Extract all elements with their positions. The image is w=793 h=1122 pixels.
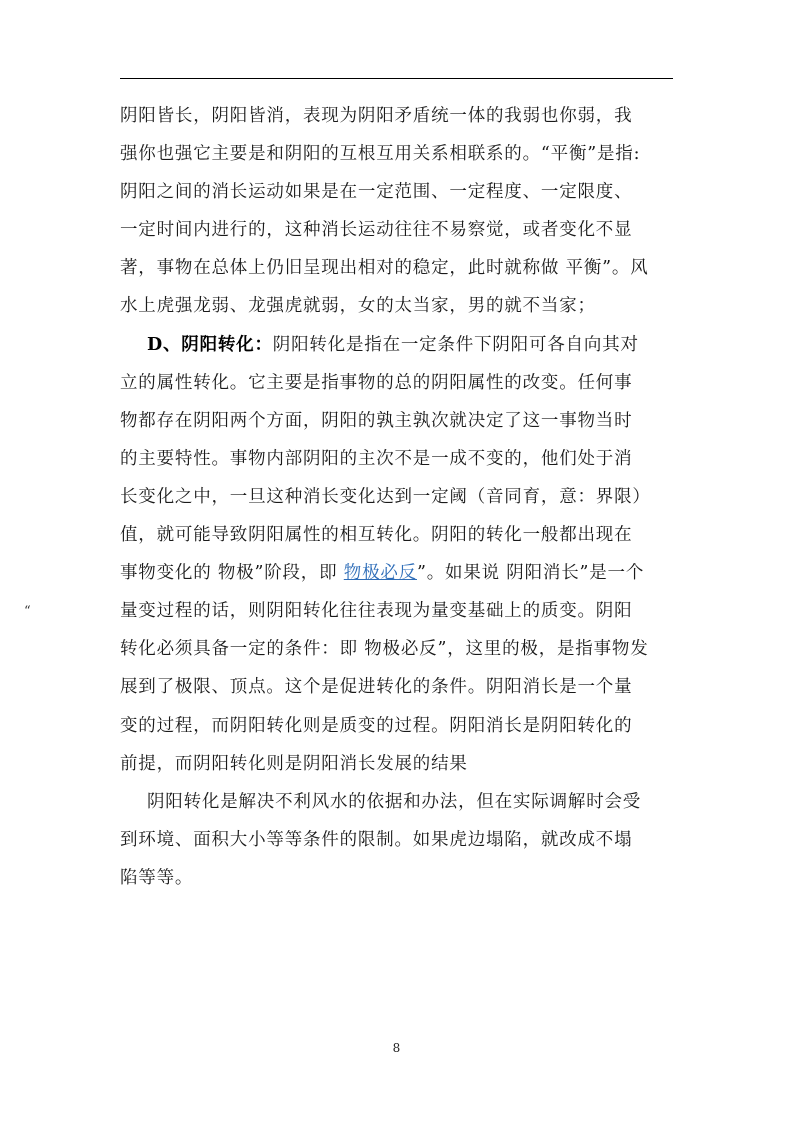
wuji-bifan-link[interactable]: 物极必反 [343, 563, 417, 584]
para2-line: 变的过程，而阴阳转化则是质变的过程。阴阳消长是阴阳转化的 [120, 715, 633, 736]
para3-line: 到环境、面积大小等等条件的限制。如果虎边塌陷，就改成不塌 [120, 829, 633, 850]
para2-line: 立的属性转化。它主要是指事物的总的阴阳属性的改变。任何事 [120, 372, 633, 393]
header-rule [120, 78, 673, 79]
para2-line: 量变过程的话，则阴阳转化往往表现为量变基础上的质变。阴阳 [120, 601, 633, 622]
para2-line: 物都存在阴阳两个方面，阴阳的孰主孰次就决定了这一事物当时 [120, 410, 633, 431]
link-line-after: ”。如果说 阴阳消长”是一个 [416, 563, 645, 584]
para3-line: 阴阳转化是解决不利风水的依据和办法，但在实际调解时会受 [147, 791, 642, 812]
para2-line: 前提，而阴阳转化则是阴阳消长发展的结果 [120, 753, 468, 774]
para2-first-line [120, 326, 673, 364]
para2-line: 长变化之中，一旦这种消长变化达到一定阈（音同育，意：界限） [120, 486, 651, 507]
para1-line: 一定时间内进行的，这种消长运动往往不易察觉，或者变化不显 [120, 220, 633, 241]
para2-first-text: 阴阳转化是指在一定条件下阴阳可各自向其对 [272, 334, 639, 355]
page-number: 8 [392, 1041, 401, 1055]
para2-line: 值，就可能导致阴阳属性的相互转化。阴阳的转化一般都出现在 [120, 525, 633, 546]
para2-line: 的主要特性。事物内部阴阳的主次不是一成不变的，他们处于消 [120, 448, 633, 469]
para3-line: 陷等等。 [120, 867, 194, 888]
section-heading-d: D、阴阳转化： [147, 334, 273, 355]
para1-line: 强你也强它主要是和阴阳的互根互用关系相联系的。“平衡”是指: [120, 144, 641, 165]
para2-line: 转化必须具备一定的条件：即 物极必反”，这里的极，是指事物发 [120, 639, 649, 660]
para1-line: 著，事物在总体上仍旧呈现出相对的稳定，此时就称做 平衡”。风 [120, 258, 649, 279]
para1-line: 水上虎强龙弱、龙强虎就弱，女的太当家，男的就不当家； [120, 296, 596, 317]
document-body [120, 97, 673, 897]
para1-line: 阴阳之间的消长运动如果是在一定范围、一定程度、一定限度、 [120, 182, 633, 203]
para2-link-line [120, 554, 673, 592]
link-line-before: 事物变化的 物极”阶段，即 [120, 563, 344, 584]
para2-line: 展到了极限、顶点。这个是促进转化的条件。阴阳消长是一个量 [120, 677, 633, 698]
para1-line: 阴阳皆长，阴阳皆消，表现为阴阳矛盾统一体的我弱也你弱，我 [120, 106, 633, 126]
margin-quote-mark: “ [24, 604, 31, 619]
